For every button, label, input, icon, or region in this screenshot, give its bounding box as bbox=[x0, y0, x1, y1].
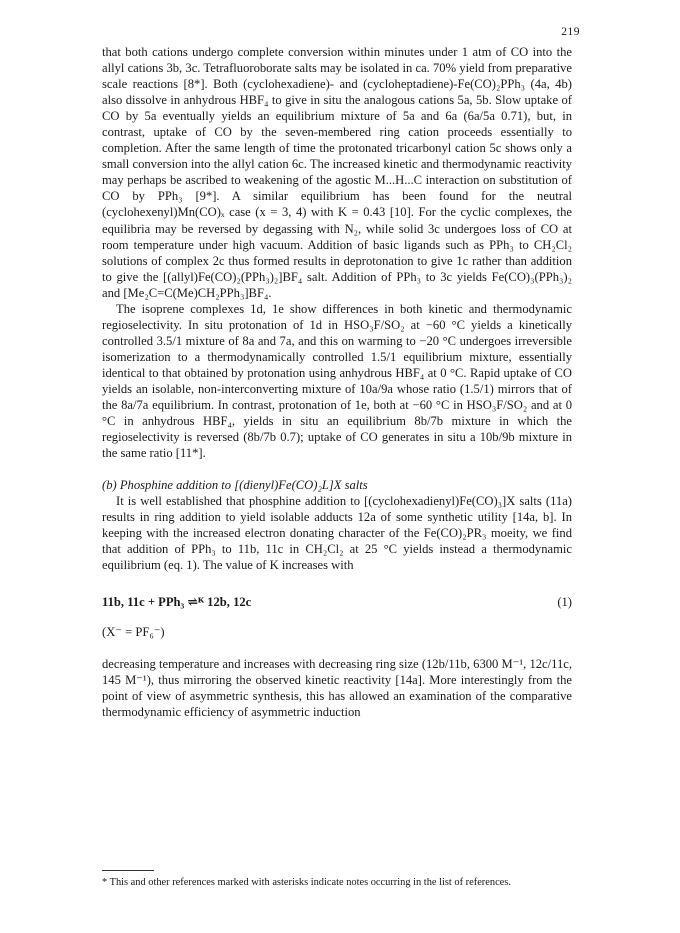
footnote-divider bbox=[102, 870, 154, 871]
equation-1 bbox=[102, 594, 572, 612]
body-text bbox=[102, 44, 572, 720]
equation-text: 11b, 11c + PPh₃ ⇌ᴷ 12b, 12c bbox=[102, 594, 252, 609]
footnote: * This and other references marked with asterisks indicate notes occurring in the list of references. bbox=[102, 877, 511, 888]
equation-anion: (X⁻ = PF₆⁻) bbox=[102, 624, 165, 639]
section-paragraph: It is well established that phosphine addition to [(cyclohexadienyl)Fe(CO)₃]X salts (11a) results in ring addition to yield isolable adducts 12a of some synthetic utility [14a, b]. In keeping with the increased electron donating character of the Fe(CO)₂PR₃ moeity, we find that addition of PPh₃ to 11b, 11c in CH₂Cl₂ at 25 °C yields instead a thermodynamic equilibrium (eq. 1). The value of K increases with bbox=[102, 494, 572, 573]
paragraph-2: The isoprene complexes 1d, 1e show differences in both kinetic and thermodynamic regioselectivity. In situ protonation of 1d in HSO₃F/SO₂ at −60 °C yields a kinetically controlled 3.5/1 mixture of 8a and 7a, and this on warming to −20 °C undergoes irreversible isomerization to a thermodynamically controlled 1.5/1 equilibrium mixture, essentially identical to that obtained by protonation using anhydrous HBF₄ at 0 °C. Rapid uptake of CO yields an isolable, non-interconverting mixture of 10a/9a whose ratio (1.5/1) mirrors that of the 8a/7a equilibrium. In contrast, protonation of 1e, both at −60 °C in HSO₃F/SO₂ and at 0 °C in anhydrous HBF₄, yields in situ an equilibrium 8b/7b mixture in which the regioselectivity is reversed (8b/7b 0.7); uptake of CO generates in situ a 10b/9b mixture in the same ratio [11*]. bbox=[102, 301, 572, 461]
section-heading: (b) Phosphine addition to [(dienyl)Fe(CO)₂L]X salts bbox=[102, 478, 368, 493]
paragraph-after-equation: decreasing temperature and increases with decreasing ring size (12b/11b, 6300 M⁻¹, 12c/11c, 145 M⁻¹), thus mirroring the observed kinetic reactivity [14a]. More interestingly from the point of view of asymmetric synthesis, this has allowed an examination of the comparative thermodynamic efficiency of asymmetric induction bbox=[102, 656, 572, 719]
equation-number: (1) bbox=[557, 594, 572, 609]
paragraph-1: that both cations undergo complete conversion within minutes under 1 atm of CO into the allyl cations 3b, 3c. Tetrafluoroborate salts may be isolated in ca. 70% yield from preparative scale reactions [8*]. Both (cyclohexadiene)- and (cycloheptadiene)-Fe(CO)₂PPh₃ (4a, 4b) also dissolve in anhydrous HBF₄ to give in situ the analogous cations 5a, 5b. Slow uptake of CO by 5a eventually yields an equilibrium mixture of 5a and 6a (6a/5a 0.71), but, in contrast, uptake of CO by the seven-membered ring cation proceeds essentially to completion. After the same length of time the protonated tricarbonyl cation 5c shows only a small conversion into the allyl cation 6c. The increased kinetic and thermodynamic reactivity may perhaps be ascribed to weakening of the agostic M...H...C interaction on substitution of CO by PPh₃ [9*]. A similar equilibrium has been found for the neutral (cyclohexenyl)Mn(CO)ₓ case (x = 3, 4) with K = 0.43 [10]. For the cyclic complexes, the equilibria may be reversed by degassing with N₂, while solid 3c undergoes loss of CO at room temperature under high vacuum. Addition of basic ligands such as PPh₃ to CH₂Cl₂ solutions of complex 2c thus formed results in deprotonation to give 1c rather than addition to give the [(allyl)Fe(CO)₂(PPh₃)₂]BF₄ salt. Addition of PPh₃ to 3c yields Fe(CO)₃(PPh₃)₂ and [Me₂C=C(Me)CH₂PPh₃]BF₄. bbox=[102, 45, 572, 300]
page-number: 219 bbox=[561, 26, 580, 38]
